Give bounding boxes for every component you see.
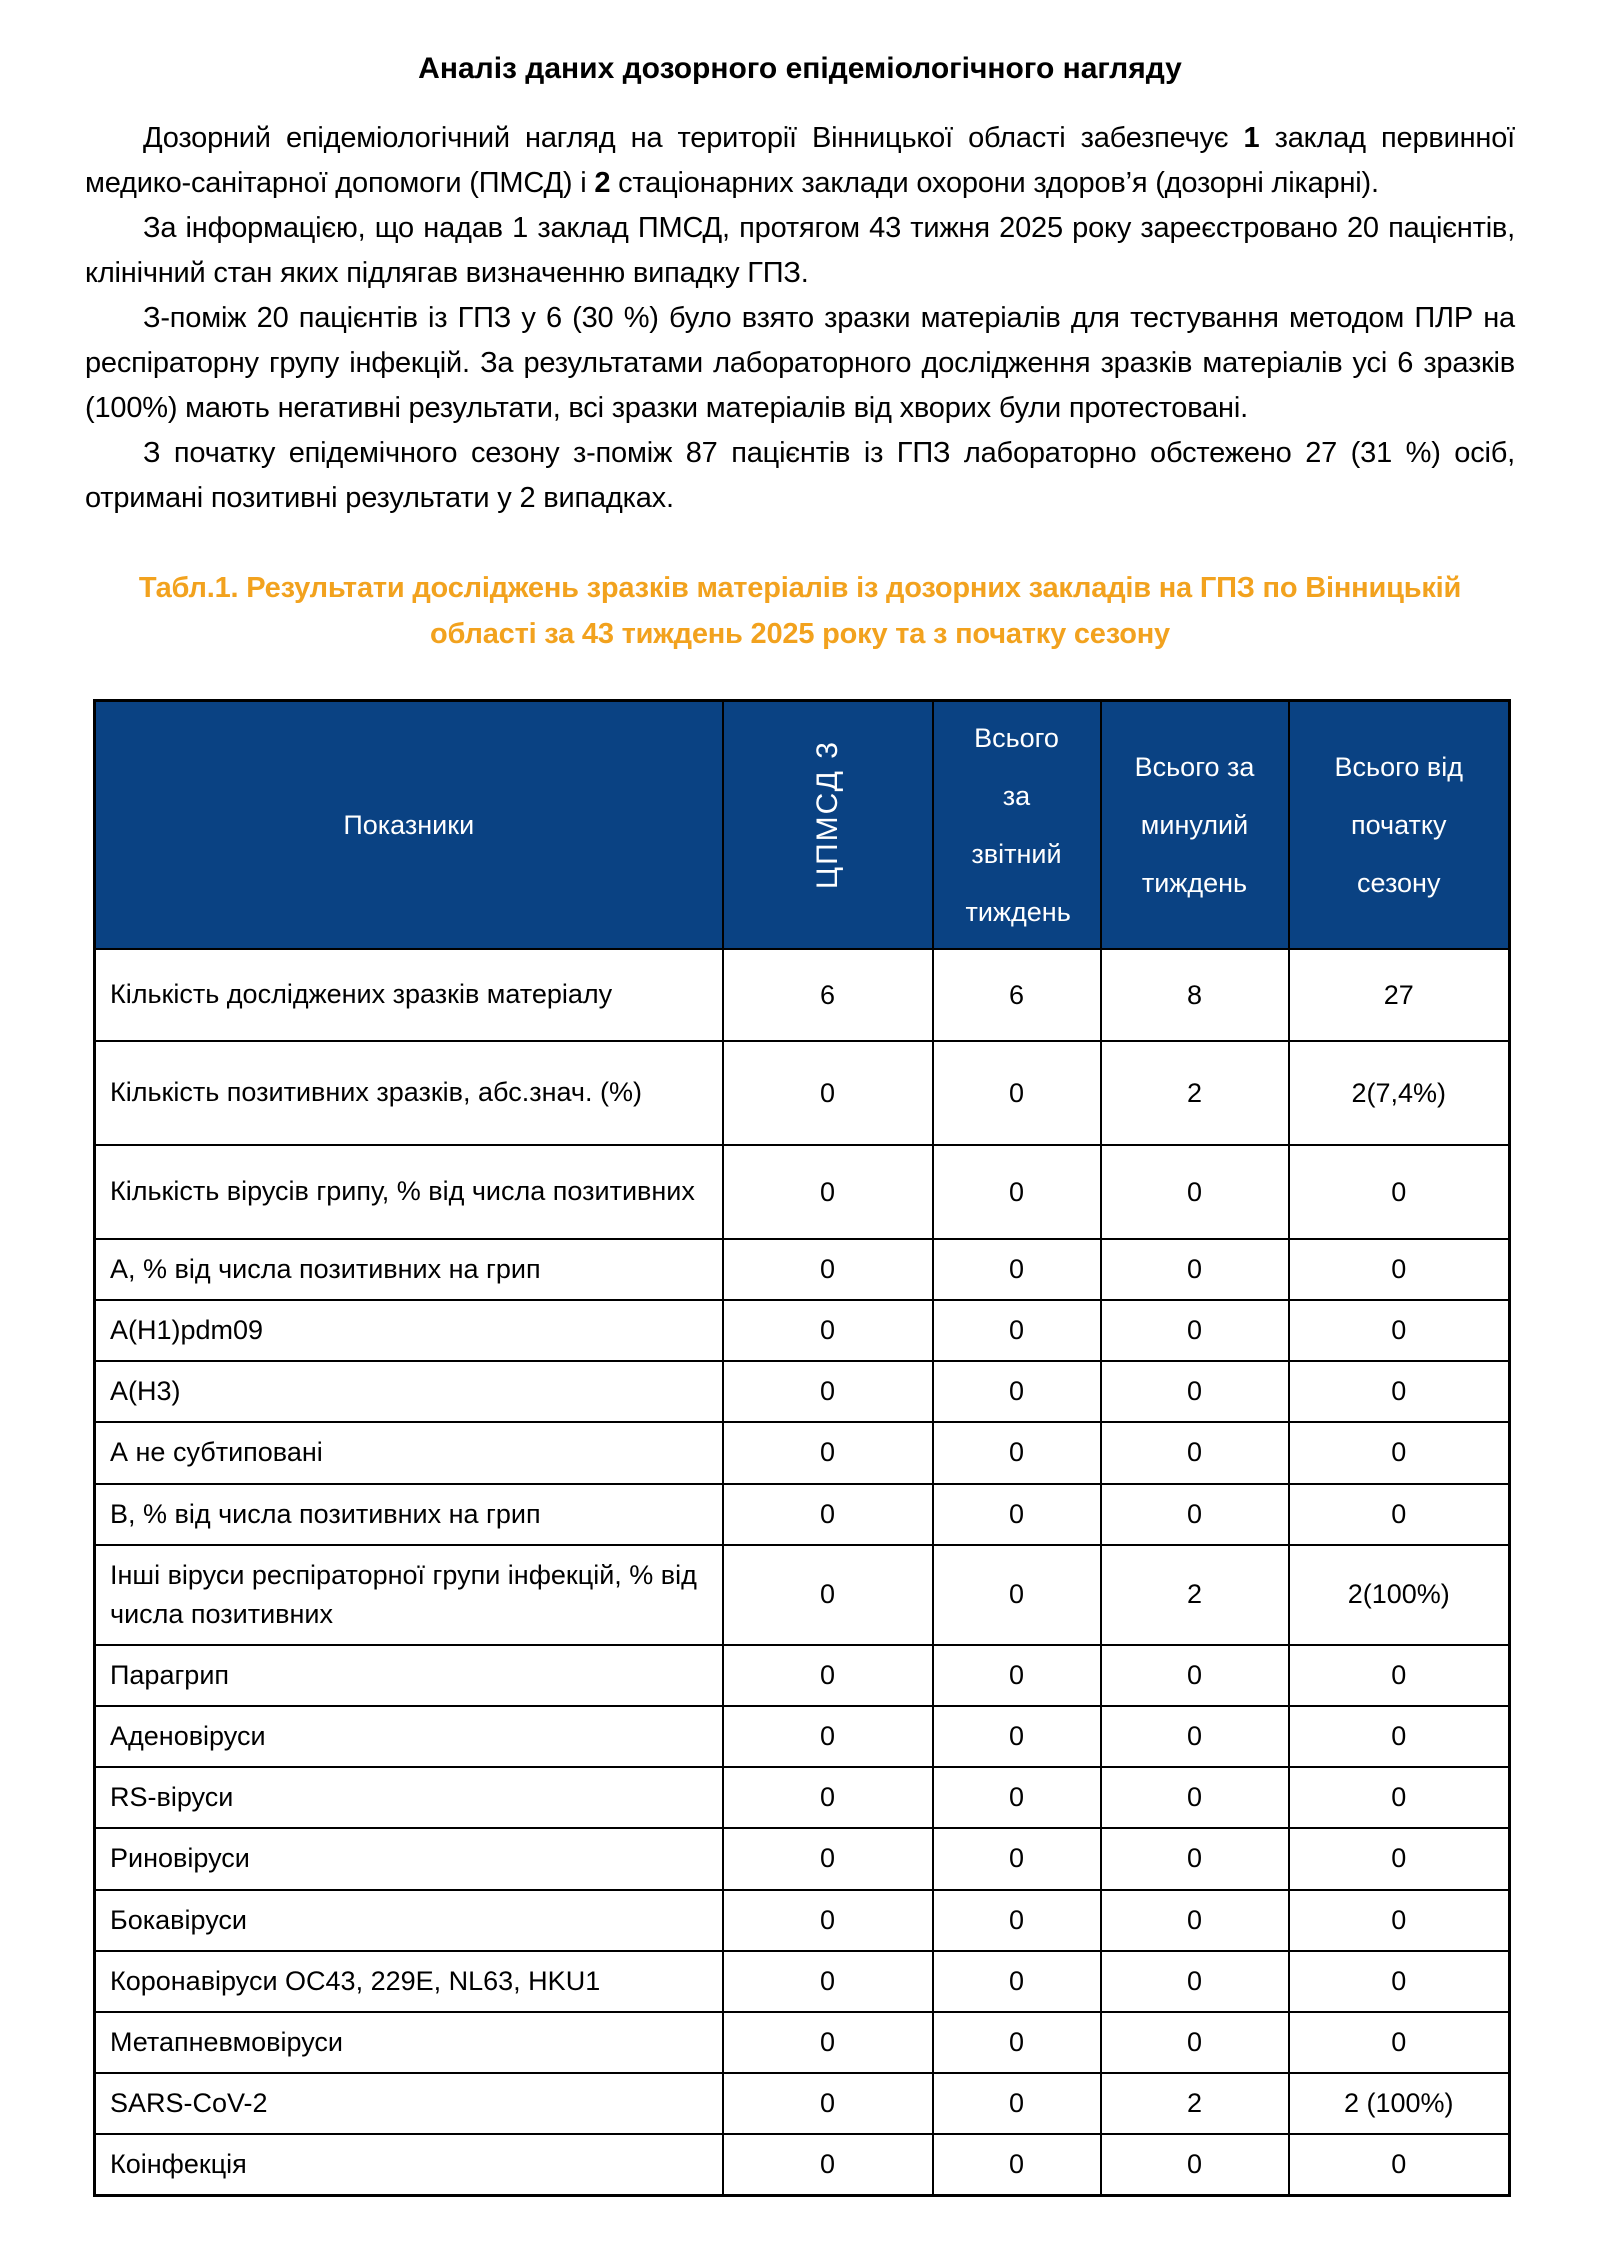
column-header-total-season-start: [1289, 701, 1510, 950]
row-value: 0: [723, 1951, 933, 2012]
results-table: [93, 699, 1511, 2197]
row-value: 0: [1289, 1706, 1510, 1767]
row-value: 0: [1101, 1239, 1289, 1300]
row-label: Бокавіруси: [95, 1890, 723, 1951]
row-value: 0: [1289, 1422, 1510, 1483]
row-value: 0: [1289, 2012, 1510, 2073]
row-value: 0: [1289, 2134, 1510, 2196]
table-row: [95, 1361, 1510, 1422]
row-value: 0: [1289, 1767, 1510, 1828]
row-label: Риновіруси: [95, 1828, 723, 1889]
row-value: 0: [1101, 1361, 1289, 1422]
column-header-label: Всього за минулий тиждень: [1134, 751, 1255, 899]
table-row: [95, 1300, 1510, 1361]
row-value: 2(100%): [1289, 1545, 1510, 1645]
row-value: 0: [1289, 1361, 1510, 1422]
paragraph-text: З-поміж 20 пацієнтів із ГПЗ у 6 (30 %) було взято зразки матеріалів для тестування методом ПЛР на респіраторну групу інфекцій. За результатами лабораторного дослідження зразків матеріалів усі 6 зразків (100%) мають негативні результати, всі зразки матеріалів від хворих були протестовані.: [85, 302, 1515, 424]
table-row: [95, 1145, 1510, 1239]
row-label: Кількість позитивних зразків, абс.знач. (%): [95, 1041, 723, 1145]
row-value: 0: [723, 1041, 933, 1145]
column-header-label: Всього за звітний тиждень: [965, 722, 1071, 928]
row-value: 2(7,4%): [1289, 1041, 1510, 1145]
row-value: 0: [723, 2134, 933, 2196]
table-header-row: [95, 701, 1510, 950]
row-value: 0: [1289, 1890, 1510, 1951]
row-value: 0: [933, 1422, 1101, 1483]
row-value: 0: [933, 1145, 1101, 1239]
row-value: 6: [723, 949, 933, 1041]
table-row: [95, 2073, 1510, 2134]
table-row: [95, 1239, 1510, 1300]
row-value: 0: [723, 2012, 933, 2073]
paragraph-2: [85, 206, 1515, 296]
row-value: 2: [1101, 2073, 1289, 2134]
column-header-cpmsd3: [723, 701, 933, 950]
row-value: 0: [1289, 1951, 1510, 2012]
row-value: 0: [723, 1361, 933, 1422]
row-value: 0: [1101, 1890, 1289, 1951]
table-row: [95, 2012, 1510, 2073]
table-row: [95, 949, 1510, 1041]
row-value: 2: [1101, 1041, 1289, 1145]
row-value: 0: [1101, 1767, 1289, 1828]
table-row: [95, 1422, 1510, 1483]
table-row: [95, 1951, 1510, 2012]
row-value: 0: [933, 1361, 1101, 1422]
table-row: [95, 1828, 1510, 1889]
column-header-total-previous-week: [1101, 701, 1289, 950]
row-value: 0: [1289, 1145, 1510, 1239]
row-value: 0: [723, 1890, 933, 1951]
table-row: [95, 1706, 1510, 1767]
row-value: 0: [1101, 2012, 1289, 2073]
row-label: RS-віруси: [95, 1767, 723, 1828]
paragraph-1: [85, 116, 1515, 206]
row-value: 0: [1101, 1300, 1289, 1361]
row-value: 0: [1101, 1145, 1289, 1239]
row-value: 0: [723, 1828, 933, 1889]
table-row: [95, 1767, 1510, 1828]
row-label: Кількість вірусів грипу, % від числа позитивних: [95, 1145, 723, 1239]
row-value: 27: [1289, 949, 1510, 1041]
row-value: 0: [1101, 1484, 1289, 1545]
page-title: Аналіз даних дозорного епідеміологічного нагляду: [418, 52, 1182, 85]
row-label: SARS-CoV-2: [95, 2073, 723, 2134]
paragraph-text: заклад первинної медико-санітарної допомоги (ПМСД) і: [85, 122, 1515, 199]
paragraph-text: Дозорний епідеміологічний нагляд на території Вінницької області забезпечує: [143, 122, 1244, 154]
row-value: 0: [723, 1706, 933, 1767]
row-value: 0: [723, 1300, 933, 1361]
table-row: [95, 1890, 1510, 1951]
row-value: 0: [933, 1300, 1101, 1361]
table-row: [95, 1484, 1510, 1545]
paragraph-text: З початку епідемічного сезону з-поміж 87 пацієнтів із ГПЗ лабораторно обстежено 27 (31 %) осіб, отримані позитивні результати у 2 випадках.: [85, 437, 1515, 514]
row-label: Метапневмовіруси: [95, 2012, 723, 2073]
row-value: 2: [1101, 1545, 1289, 1645]
table-body: [95, 949, 1510, 2196]
row-label: А не субтиповані: [95, 1422, 723, 1483]
table-row: [95, 1545, 1510, 1645]
row-value: 0: [1101, 1422, 1289, 1483]
row-value: 0: [933, 2012, 1101, 2073]
row-label: А, % від числа позитивних на грип: [95, 1239, 723, 1300]
row-value: 2 (100%): [1289, 2073, 1510, 2134]
row-value: 6: [933, 949, 1101, 1041]
row-label: Парагрип: [95, 1645, 723, 1706]
row-value: 0: [933, 1545, 1101, 1645]
table-caption: Табл.1. Результати досліджень зразків матеріалів із дозорних закладів на ГПЗ по Вінницькій області за 43 тиждень 2025 року та з початку сезону: [138, 572, 1462, 650]
row-value: 0: [1289, 1828, 1510, 1889]
row-value: 0: [723, 2073, 933, 2134]
row-value: 0: [1289, 1484, 1510, 1545]
row-value: 0: [933, 2134, 1101, 2196]
row-value: 0: [723, 1645, 933, 1706]
row-value: 0: [933, 1890, 1101, 1951]
row-value: 0: [933, 1828, 1101, 1889]
row-value: 0: [1101, 2134, 1289, 2196]
paragraph-text: За інформацією, що надав 1 заклад ПМСД, протягом 43 тижня 2025 року зареєстровано 20 пацієнтів, клінічний стан яких підлягав визначенню випадку ГПЗ.: [85, 212, 1515, 289]
column-header-total-reporting-week: [933, 701, 1101, 950]
row-value: 0: [933, 1706, 1101, 1767]
row-label: Кількість досліджених зразків матеріалу: [95, 949, 723, 1041]
paragraph-text: стаціонарних заклади охорони здоров’я (дозорні лікарні).: [610, 167, 1379, 199]
row-value: 0: [1101, 1828, 1289, 1889]
row-value: 0: [1289, 1645, 1510, 1706]
row-value: 0: [1289, 1300, 1510, 1361]
row-value: 0: [1101, 1645, 1289, 1706]
row-value: 0: [1101, 1951, 1289, 2012]
row-value: 0: [723, 1239, 933, 1300]
row-value: 0: [1101, 1706, 1289, 1767]
paragraph-text-bold: 2: [594, 167, 611, 199]
row-value: 0: [933, 1767, 1101, 1828]
table-row: [95, 2134, 1510, 2196]
paragraph-4: [85, 431, 1515, 521]
row-value: 0: [723, 1422, 933, 1483]
row-value: 0: [933, 1484, 1101, 1545]
row-value: 0: [933, 2073, 1101, 2134]
row-value: 0: [933, 1951, 1101, 2012]
column-header-label: Показники: [343, 809, 475, 840]
column-header-label-vertical: ЦПМСД 3: [811, 740, 844, 890]
row-value: 0: [933, 1645, 1101, 1706]
row-label: Коінфекція: [95, 2134, 723, 2196]
column-header-indicators: [95, 701, 723, 950]
row-label: Коронавіруси OC43, 229E, NL63, HKU1: [95, 1951, 723, 2012]
row-label: A(H3): [95, 1361, 723, 1422]
row-value: 0: [723, 1145, 933, 1239]
row-label: Інші віруси респіраторної групи інфекцій, % від числа позитивних: [95, 1545, 723, 1645]
row-value: 0: [933, 1041, 1101, 1145]
table-row: [95, 1041, 1510, 1145]
row-label: Аденовіруси: [95, 1706, 723, 1767]
paragraph-text-bold: 1: [1243, 122, 1260, 154]
row-label: A(H1)pdm09: [95, 1300, 723, 1361]
column-header-label: Всього від початку сезону: [1334, 751, 1463, 899]
row-value: 0: [723, 1767, 933, 1828]
row-value: 0: [723, 1484, 933, 1545]
table-row: [95, 1645, 1510, 1706]
row-value: 0: [1289, 1239, 1510, 1300]
row-label: В, % від числа позитивних на грип: [95, 1484, 723, 1545]
row-value: 0: [723, 1545, 933, 1645]
row-value: 0: [933, 1239, 1101, 1300]
row-value: 8: [1101, 949, 1289, 1041]
paragraph-3: [85, 296, 1515, 431]
